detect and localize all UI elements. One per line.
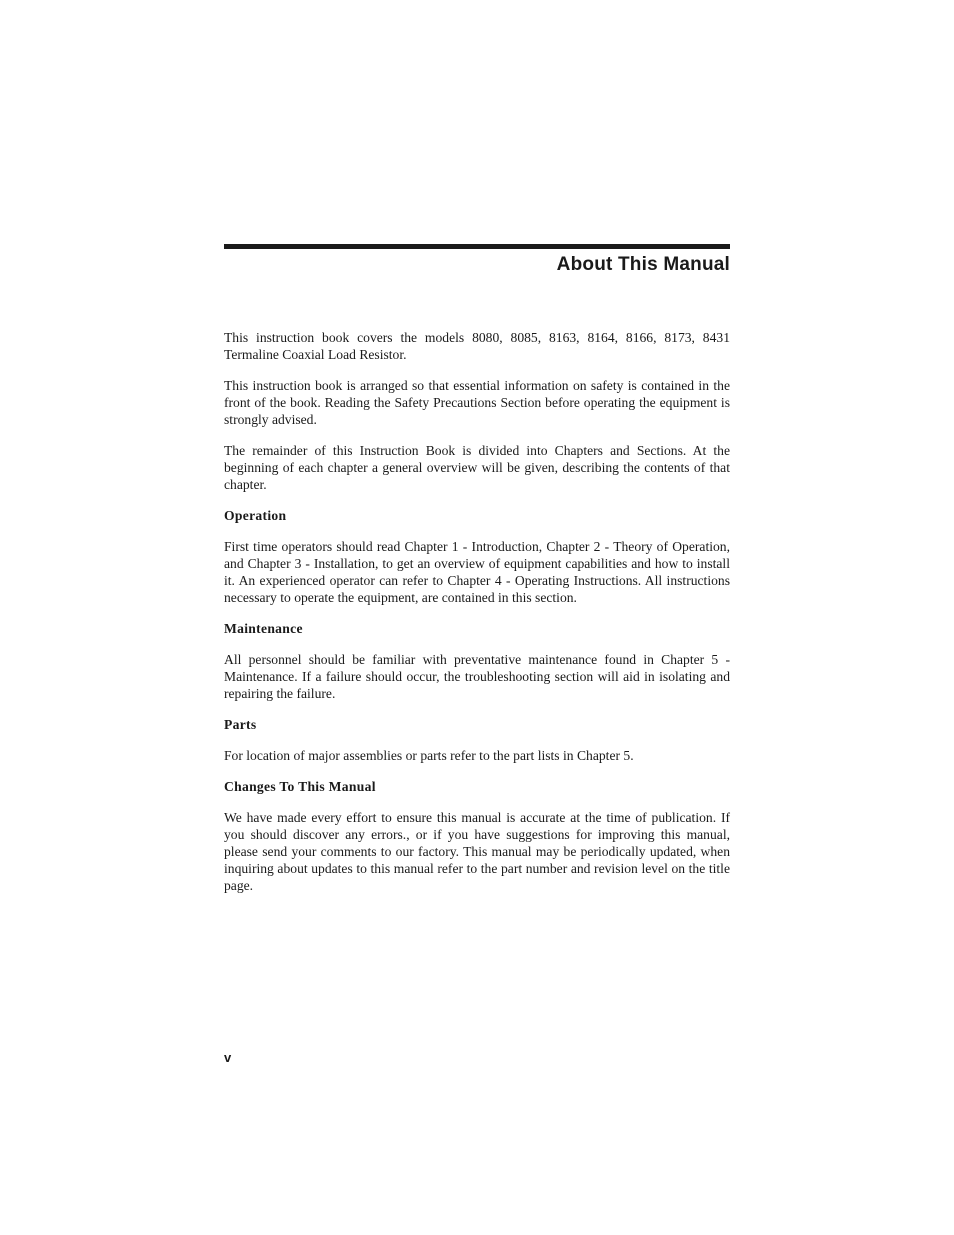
intro-paragraph-3: The remainder of this Instruction Book is divided into Chapters and Sections. At the beginning of each chapter a general overview will be given, describing the contents of that chapter. [224,443,730,492]
section-body-changes: We have made every effort to ensure this manual is accurate at the time of publication. If you should discover any errors., or if you have suggestions for improving this manual, please send your comments to our factory. This manual may be periodically updated, when inquiring about updates to this manual refer to the part number and revision level on the title page. [224,810,730,893]
section-heading-maintenance: Maintenance [224,621,303,636]
page-number: v [224,1050,232,1065]
intro-paragraph-1: This instruction book covers the models 8080, 8085, 8163, 8164, 8166, 8173, 8431 Termaline Coaxial Load Resistor. [224,330,730,362]
section-body-parts: For location of major assemblies or parts refer to the part lists in Chapter 5. [224,748,634,763]
section-heading-operation: Operation [224,508,287,523]
section-body-maintenance: All personnel should be familiar with preventative maintenance found in Chapter 5 - Maintenance. If a failure should occur, the troubleshooting section will aid in isolating and repairing the failure. [224,652,730,701]
manual-page [224,244,730,908]
section-heading-parts: Parts [224,717,257,732]
intro-paragraph-2: This instruction book is arranged so that essential information on safety is contained in the front of the book. Reading the Safety Precautions Section before operating the equipment is strongly advised. [224,378,730,427]
section-body-operation: First time operators should read Chapter 1 - Introduction, Chapter 2 - Theory of Operation, and Chapter 3 - Installation, to get an overview of equipment capabilities and how to install it. An experienced operator can refer to Chapter 4 - Operating Instructions. All instructions necessary to operate the equipment, are contained in this section. [224,539,730,605]
section-heading-changes: Changes To This Manual [224,779,376,794]
title-rule [224,244,730,249]
page-title: About This Manual [556,254,730,275]
page-content [224,329,730,894]
